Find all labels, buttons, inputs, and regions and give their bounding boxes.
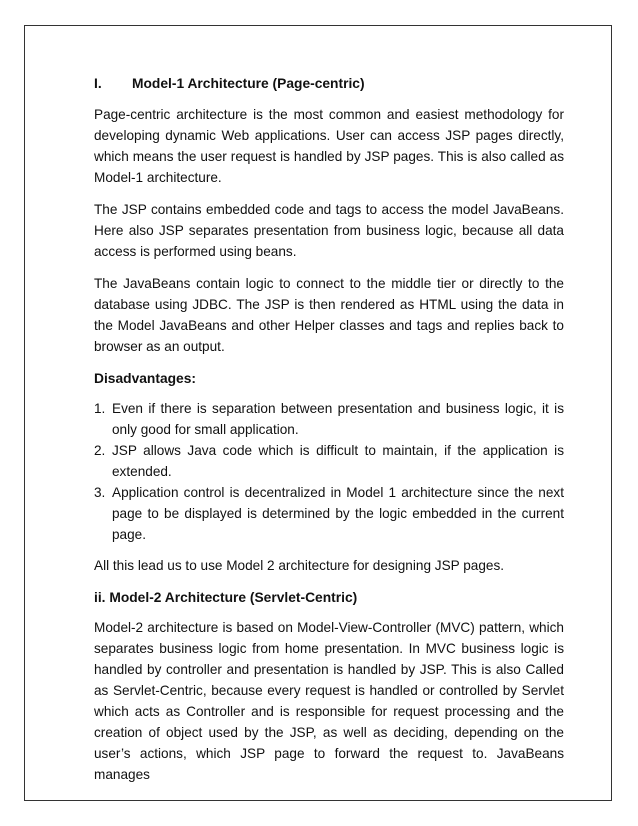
- section1-heading: [94, 73, 564, 94]
- section1-number: I.: [94, 76, 102, 91]
- list-item-number: 2.: [94, 443, 106, 458]
- list-item-number: 1.: [94, 401, 106, 416]
- list-item: [94, 482, 564, 545]
- section1-paragraph-2: The JSP contains embedded code and tags to access the model JavaBeans. Here also JSP separates presentation from business logic, because all data access is performed using beans.: [94, 202, 564, 259]
- disadvantages-heading: Disadvantages:: [94, 371, 196, 386]
- section2-paragraph: Model-2 architecture is based on Model-View-Controller (MVC) pattern, which separates business logic from home presentation. In MVC business logic is handled by controller and presentation is handled by JSP. This is also Called as Servlet-Centric, because every request is handled or controlled by Servlet which acts as Controller and is responsible for request processing and the creation of object used by the JSP, as well as deciding, depending on the user’s actions, which JSP page to forward the request to. JavaBeans manages: [94, 620, 564, 782]
- section1-conclusion: All this lead us to use Model 2 architecture for designing JSP pages.: [94, 558, 505, 573]
- section2-heading: ii. Model-2 Architecture (Servlet-Centric): [94, 590, 358, 605]
- list-item-text: JSP allows Java code which is difficult to maintain, if the application is extended.: [112, 443, 564, 479]
- section1-title: Model-1 Architecture (Page-centric): [132, 76, 365, 91]
- document-body: [94, 73, 564, 796]
- disadvantages-list: [94, 398, 564, 545]
- list-item: [94, 398, 564, 440]
- list-item-text: Even if there is separation between presentation and business logic, it is only good for small application.: [112, 401, 564, 437]
- list-item-number: 3.: [94, 485, 106, 500]
- section1-paragraph-3: The JavaBeans contain logic to connect to the middle tier or directly to the database using JDBC. The JSP is then rendered as HTML using the data in the Model JavaBeans and other Helper classes and tags and replies back to browser as an output.: [94, 276, 564, 354]
- list-item: [94, 440, 564, 482]
- list-item-text: Application control is decentralized in Model 1 architecture since the next page to be displayed is determined by the logic embedded in the current page.: [112, 485, 564, 542]
- section1-paragraph-1: Page-centric architecture is the most common and easiest methodology for developing dynamic Web applications. User can access JSP pages directly, which means the user request is handled by JSP pages. This is also called as Model-1 architecture.: [94, 107, 564, 185]
